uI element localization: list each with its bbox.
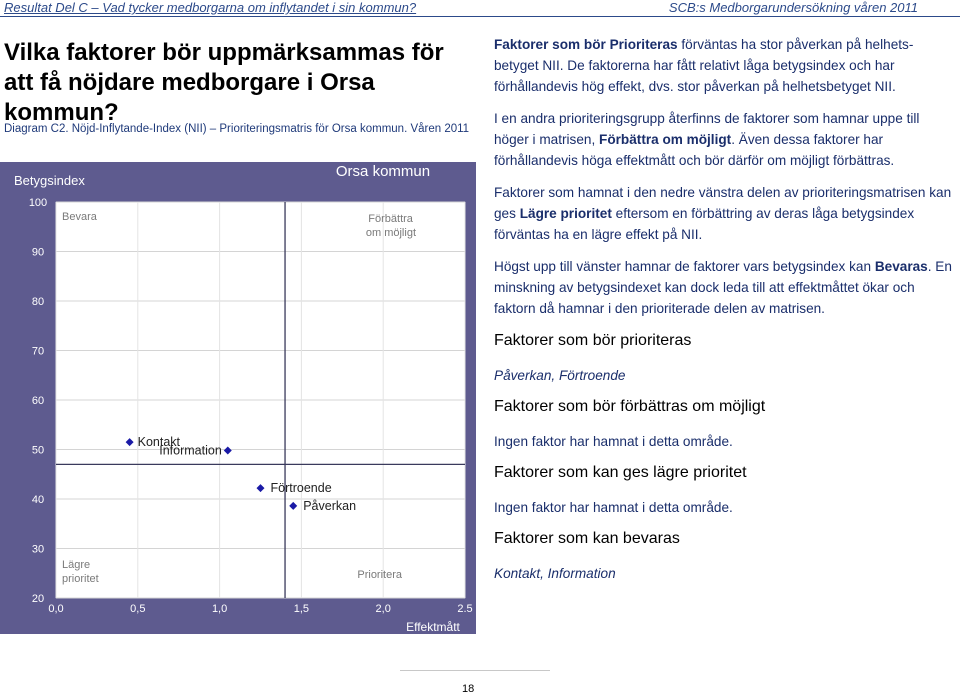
p4-bold: Bevaras bbox=[874, 259, 928, 274]
page-number: 18 bbox=[462, 683, 475, 695]
x-tick-label: 1,0 bbox=[211, 603, 228, 615]
section-heading-prioriteras: Faktorer som bör prioriteras bbox=[494, 332, 692, 349]
quadrant-label-forbattra-line1: Förbättra bbox=[368, 213, 413, 225]
p2-b: . Även dessa faktorer har förhållandevis höga effektmått och bör därför om möjligt förbättras. bbox=[494, 132, 895, 168]
quadrant-label-lagre-line2: prioritet bbox=[62, 573, 99, 585]
header-left: Resultat Del C – Vad tycker medborgarna om inflytandet i sin kommun? bbox=[4, 0, 417, 15]
p2-a: I en andra prioriteringsgrupp återfinns de faktorer som hamnar uppe till höger i matrisen, bbox=[494, 111, 920, 147]
p1-rest: förväntas ha stor påverkan på helhets-betyget NII. De faktorerna har fått relativt låga betygsindex och har förhållandevis hög effekt, dvs. stor påverkan på helhetsbetyget NII. bbox=[494, 37, 914, 94]
section-text-prioriteras: Påverkan, Förtroende bbox=[494, 368, 626, 383]
y-tick-label: 80 bbox=[31, 296, 45, 308]
y-tick-label: 20 bbox=[31, 593, 45, 605]
section-text-forbattras: Ingen faktor har hamnat i detta område. bbox=[494, 434, 733, 449]
x-tick-label: 0,0 bbox=[48, 603, 64, 615]
p3-b: eftersom en förbättring av deras låga betygsindex förväntas ha en lägre effekt på NII. bbox=[494, 206, 915, 242]
p3-a: Faktorer som hamnat i den nedre vänstra delen av prioriteringsmatrisen kan ges bbox=[494, 185, 952, 221]
section-text-bevaras: Kontakt, Information bbox=[494, 566, 616, 581]
quadrant-label-bevara: Bevara bbox=[62, 211, 97, 223]
point-label-information: Information bbox=[159, 443, 222, 458]
x-tick-label: 1,5 bbox=[293, 603, 310, 615]
quadrant-label-lagre-line1: Lägre bbox=[62, 559, 91, 571]
chart-title: Orsa kommun bbox=[335, 163, 431, 180]
p1-lead: Faktorer som bör bbox=[494, 37, 610, 52]
priority-matrix-chart bbox=[0, 162, 480, 640]
x-tick-label: 2.5 bbox=[457, 603, 473, 615]
y-tick-label: 40 bbox=[31, 494, 45, 506]
p4-a: Högst upp till vänster hamnar de faktorer vars betygsindex kan bbox=[494, 259, 875, 274]
paragraph-lagre bbox=[494, 182, 954, 245]
section-heading-lagre: Faktorer som kan ges lägre prioritet bbox=[494, 464, 747, 481]
y-tick-label: 30 bbox=[31, 543, 45, 556]
section-heading-forbattras: Faktorer som bör förbättras om möjligt bbox=[494, 398, 766, 415]
p4-b: . En minskning av betygsindexet kan dock leda till att effektmåttet ökar och faktorn då hamnar i den prioriterade delen av matrisen. bbox=[494, 259, 952, 316]
paragraph-forbattra bbox=[494, 108, 954, 171]
point-label-f-rtroende: Förtroende bbox=[270, 481, 332, 496]
y-tick-label: 90 bbox=[31, 246, 45, 259]
y-tick-label: 70 bbox=[31, 345, 45, 358]
header-right: SCB:s Medborgarundersökning våren 2011 bbox=[668, 0, 918, 15]
point-label-p-verkan: Påverkan bbox=[303, 498, 357, 513]
y-tick-label: 50 bbox=[31, 444, 45, 457]
p3-bold: Lägre prioritet bbox=[519, 206, 612, 221]
p2-bold: Förbättra om möjligt bbox=[599, 132, 732, 147]
quadrant-label-forbattra-line2: om möjligt bbox=[365, 227, 416, 239]
page-title: Vilka faktorer bör uppmärksammas för att få nöjdare medborgare i Orsa kommun? bbox=[4, 39, 444, 126]
y-tick-label: 60 bbox=[31, 395, 45, 407]
x-tick-label: 0,5 bbox=[130, 603, 146, 615]
quadrant-label-prioritera: Prioritera bbox=[357, 569, 402, 581]
x-tick-label: 2,0 bbox=[375, 603, 391, 615]
x-axis-title: Effektmått bbox=[406, 620, 460, 634]
explanation-column bbox=[494, 34, 954, 594]
paragraph-bevara bbox=[494, 256, 954, 319]
section-heading-bevaras: Faktorer som kan bevaras bbox=[494, 530, 680, 547]
section-text-lagre: Ingen faktor har hamnat i detta område. bbox=[494, 500, 733, 515]
point-label-kontakt: Kontakt bbox=[137, 435, 181, 450]
y-axis-title: Betygsindex bbox=[14, 173, 85, 188]
chart-caption: Diagram C2. Nöjd-Inflytande-Index (NII) – Prioriteringsmatris för Orsa kommun. Våren 2011 bbox=[4, 123, 470, 135]
header-divider bbox=[0, 16, 960, 17]
page-footer-box bbox=[400, 670, 550, 695]
y-tick-label: 100 bbox=[28, 197, 48, 209]
p1-bold: Prioriteras bbox=[609, 37, 678, 52]
paragraph-prioritera bbox=[494, 34, 954, 97]
